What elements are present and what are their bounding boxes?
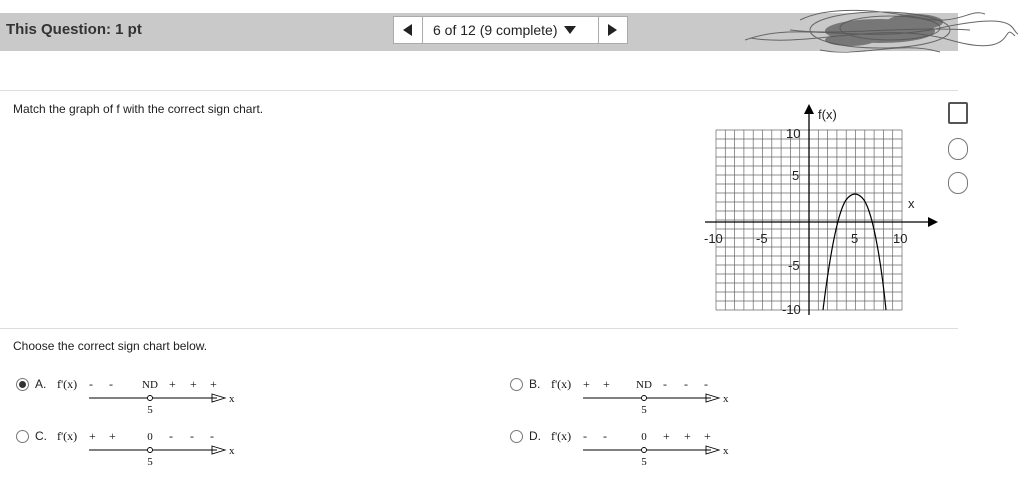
help-icon[interactable] bbox=[948, 102, 968, 124]
option-letter: A. bbox=[35, 377, 47, 391]
x-tick-label: -5 bbox=[756, 231, 768, 246]
sign-symbol: + bbox=[684, 429, 691, 443]
sign-symbol: + bbox=[169, 377, 176, 391]
divider bbox=[0, 328, 958, 329]
critical-value-label: 0 bbox=[147, 431, 153, 443]
sign-symbol: - bbox=[210, 429, 214, 443]
question-progress-text: 6 of 12 (9 complete) bbox=[433, 22, 558, 38]
point-label: 5 bbox=[641, 456, 647, 468]
answer-option-a[interactable] bbox=[16, 377, 247, 417]
answer-option-d[interactable] bbox=[510, 429, 741, 469]
critical-point bbox=[642, 396, 647, 401]
sign-symbol: - bbox=[603, 429, 607, 443]
critical-value-label: ND bbox=[636, 379, 652, 391]
redaction-scribble bbox=[740, 0, 1020, 60]
axis-label: x bbox=[229, 445, 235, 457]
triangle-left-icon bbox=[403, 24, 413, 36]
y-tick-label: -5 bbox=[788, 258, 800, 273]
axis-label: x bbox=[723, 445, 729, 457]
question-points-label: This Question: 1 pt bbox=[6, 21, 142, 38]
sign-symbol: - bbox=[109, 377, 113, 391]
sign-symbol: - bbox=[663, 377, 667, 391]
function-graph bbox=[700, 100, 940, 320]
radio-button[interactable] bbox=[510, 378, 523, 391]
y-tick-label: 5 bbox=[792, 168, 800, 183]
radio-selected-dot bbox=[19, 381, 26, 388]
critical-point bbox=[642, 448, 647, 453]
sign-symbol: + bbox=[109, 429, 116, 443]
sign-symbol: + bbox=[89, 429, 96, 443]
sign-chart bbox=[57, 375, 247, 417]
radio-button[interactable] bbox=[16, 378, 29, 391]
sign-symbol: - bbox=[704, 377, 708, 391]
sign-symbol: - bbox=[190, 429, 194, 443]
sign-symbol: + bbox=[583, 377, 590, 391]
question-prompt: Match the graph of f with the correct sign chart. bbox=[13, 102, 264, 116]
point-label: 5 bbox=[147, 404, 153, 416]
answer-option-c[interactable] bbox=[16, 429, 247, 469]
function-label: f'(x) bbox=[57, 377, 78, 391]
sign-symbol: + bbox=[603, 377, 610, 391]
radio-button[interactable] bbox=[510, 430, 523, 443]
triangle-right-icon bbox=[608, 24, 618, 36]
sign-symbol: + bbox=[190, 377, 197, 391]
answer-option-b[interactable] bbox=[510, 377, 741, 417]
x-tick-label: 5 bbox=[851, 231, 859, 246]
sign-chart bbox=[57, 427, 247, 469]
question-progress-dropdown[interactable] bbox=[423, 16, 598, 44]
print-icon[interactable] bbox=[948, 172, 968, 194]
critical-value-label: 0 bbox=[641, 431, 647, 443]
sign-symbol: - bbox=[169, 429, 173, 443]
option-letter: C. bbox=[35, 429, 47, 443]
sign-chart bbox=[551, 375, 741, 417]
sign-symbol: - bbox=[583, 429, 587, 443]
axis-label: x bbox=[723, 393, 729, 405]
x-tick-label: -10 bbox=[704, 231, 723, 246]
sign-symbol: - bbox=[684, 377, 688, 391]
critical-point bbox=[148, 448, 153, 453]
view-icon[interactable] bbox=[948, 138, 968, 160]
y-axis-label: f(x) bbox=[818, 107, 837, 122]
critical-value-label: ND bbox=[142, 379, 158, 391]
x-axis-arrow bbox=[928, 217, 938, 227]
sign-symbol: + bbox=[704, 429, 711, 443]
axis-label: x bbox=[229, 393, 235, 405]
question-navigator bbox=[393, 16, 628, 44]
option-letter: B. bbox=[529, 377, 541, 391]
divider bbox=[0, 90, 958, 91]
sign-chart bbox=[551, 427, 741, 469]
point-label: 5 bbox=[641, 404, 647, 416]
function-label: f'(x) bbox=[551, 377, 572, 391]
previous-question-button[interactable] bbox=[393, 16, 423, 44]
y-tick-label: 10 bbox=[786, 126, 801, 141]
sign-symbol: + bbox=[210, 377, 217, 391]
triangle-down-icon bbox=[564, 26, 576, 34]
y-axis-arrow bbox=[804, 104, 814, 114]
function-label: f'(x) bbox=[551, 429, 572, 443]
critical-point bbox=[148, 396, 153, 401]
sign-symbol: - bbox=[89, 377, 93, 391]
x-tick-label: 10 bbox=[893, 231, 908, 246]
sign-symbol: + bbox=[663, 429, 670, 443]
x-axis-label: x bbox=[908, 196, 915, 211]
y-tick-label: -10 bbox=[782, 302, 801, 317]
answer-prompt: Choose the correct sign chart below. bbox=[13, 339, 208, 353]
next-question-button[interactable] bbox=[598, 16, 628, 44]
function-label: f'(x) bbox=[57, 429, 78, 443]
function-curve bbox=[823, 194, 886, 310]
point-label: 5 bbox=[147, 456, 153, 468]
option-letter: D. bbox=[529, 429, 541, 443]
radio-button[interactable] bbox=[16, 430, 29, 443]
